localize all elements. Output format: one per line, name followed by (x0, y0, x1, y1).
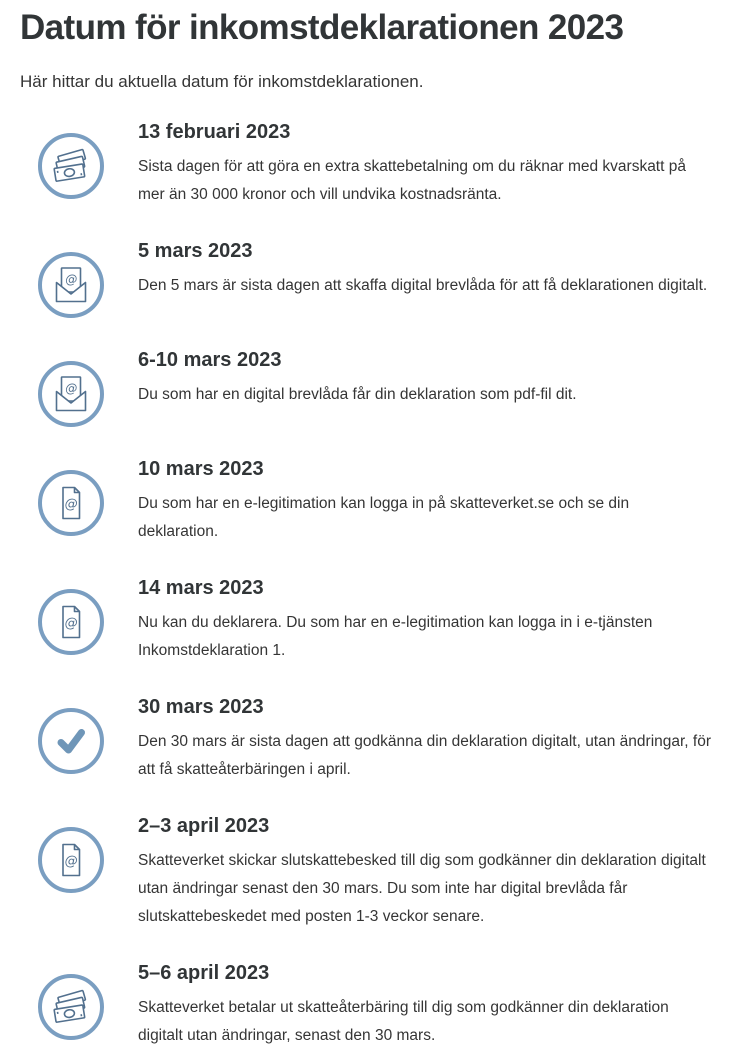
item-date-heading: 5 mars 2023 (138, 239, 253, 262)
timeline-item (20, 457, 712, 546)
timeline-item-content (138, 576, 712, 665)
declaration-dates-timeline (20, 120, 712, 1050)
item-date-heading: 30 mars 2023 (138, 695, 264, 718)
timeline-item (20, 695, 712, 784)
item-description: Den 30 mars är sista dagen att godkänna din deklaration digitalt, utan ändringar, för att få skatteåterbäringen i april. (138, 732, 712, 778)
page-intro: Här hittar du aktuella datum för inkomstdeklarationen. (20, 71, 424, 91)
timeline-item-content (138, 961, 712, 1050)
timeline-item (20, 576, 712, 665)
item-date-heading: 13 februari 2023 (138, 120, 291, 143)
item-date-heading: 5–6 april 2023 (138, 961, 270, 984)
timeline-item-content (138, 348, 712, 409)
item-description: Skatteverket betalar ut skatteåterbäring till dig som godkänner din deklaration digitalt utan ändringar, senast den 30 mars. (138, 998, 669, 1044)
document-at-icon (38, 827, 104, 893)
item-description: Den 5 mars är sista dagen att skaffa digital brevlåda för att få deklarationen digitalt. (138, 276, 708, 294)
item-date-heading: 6-10 mars 2023 (138, 348, 282, 371)
timeline-item (20, 239, 712, 318)
money-icon (38, 974, 104, 1040)
item-date-heading: 2–3 april 2023 (138, 814, 270, 837)
timeline-item-content (138, 695, 712, 784)
item-description: Nu kan du deklarera. Du som har en e-legitimation kan logga in i e-tjänsten Inkomstdeklaration 1. (138, 613, 653, 659)
timeline-item (20, 120, 712, 209)
timeline-item-content (138, 814, 712, 931)
timeline-item (20, 961, 712, 1050)
document-at-icon (38, 470, 104, 536)
page-title: Datum för inkomstdeklarationen 2023 (20, 8, 624, 47)
timeline-item (20, 348, 712, 427)
item-description: Sista dagen för att göra en extra skattebetalning om du räknar med kvarskatt på mer än 30 000 kronor och vill undvika kostnadsränta. (138, 157, 686, 203)
timeline-item-content (138, 120, 712, 209)
mail-at-icon (38, 252, 104, 318)
money-icon (38, 133, 104, 199)
item-date-heading: 10 mars 2023 (138, 457, 264, 480)
timeline-item (20, 814, 712, 931)
item-date-heading: 14 mars 2023 (138, 576, 264, 599)
document-at-icon (38, 589, 104, 655)
timeline-item-content (138, 239, 712, 300)
item-description: Du som har en digital brevlåda får din deklaration som pdf-fil dit. (138, 385, 577, 403)
mail-at-icon (38, 361, 104, 427)
timeline-item-content (138, 457, 712, 546)
item-description: Du som har en e-legitimation kan logga in på skatteverket.se och se din deklaration. (138, 494, 630, 540)
item-description: Skatteverket skickar slutskattebesked till dig som godkänner din deklaration digitalt utan ändringar senast den 30 mars. Du som inte har digital brevlåda får slutskattebeskedet med posten 1-3 veckor senare. (138, 851, 706, 925)
check-icon (38, 708, 104, 774)
